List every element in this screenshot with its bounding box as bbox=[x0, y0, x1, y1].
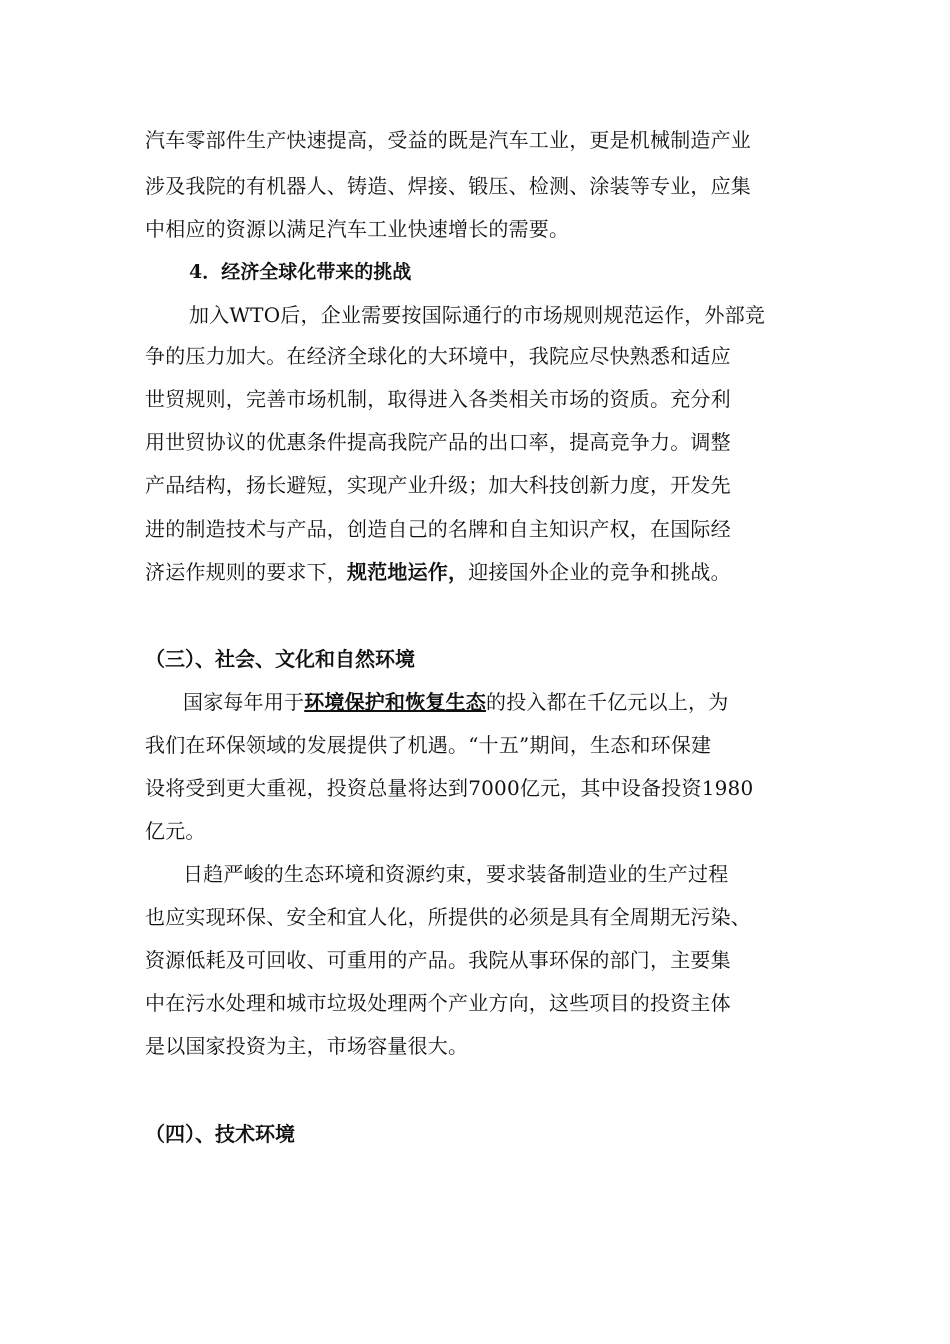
paragraph-line: 世贸规则，完善市场机制，取得进入各类相关市场的资质。充分利 bbox=[145, 387, 731, 411]
paragraph-line: 亿元。 bbox=[145, 819, 206, 843]
paragraph-line: 日趋严峻的生态环境和资源约束，要求装备制造业的生产过程 bbox=[183, 862, 729, 886]
paragraph-line bbox=[183, 687, 728, 717]
text-run: 迎接国外企业的竞争和挑战。 bbox=[468, 560, 731, 584]
paragraph-line: 用世贸协议的优惠条件提高我院产品的出口率，提高竞争力。调整 bbox=[145, 430, 731, 454]
paragraph-line: 中相应的资源以满足汽车工业快速增长的需要。 bbox=[145, 217, 570, 241]
paragraph-line: 加入WTO后，企业需要按国际通行的市场规则规范运作，外部竞 bbox=[189, 303, 766, 327]
paragraph-line: 是以国家投资为主，市场容量很大。 bbox=[145, 1034, 469, 1058]
bold-underlined-text-run: 环境保护和恢复生态 bbox=[304, 690, 487, 714]
paragraph-line: 中在污水处理和城市垃圾处理两个产业方向，这些项目的投资主体 bbox=[145, 991, 731, 1015]
paragraph-line: 资源低耗及可回收、可重用的产品。我院从事环保的部门，主要集 bbox=[145, 948, 731, 972]
text-run: 济运作规则的要求下， bbox=[145, 560, 347, 584]
paragraph-line: 汽车零部件生产快速提高，受益的既是汽车工业，更是机械制造产业 bbox=[145, 128, 751, 152]
section-heading: （三）、社会、文化和自然环境 bbox=[145, 647, 415, 671]
text-run: 国家每年用于 bbox=[183, 690, 305, 714]
paragraph-line: 涉及我院的有机器人、铸造、焊接、锻压、检测、涂装等专业，应集 bbox=[145, 174, 751, 198]
paragraph-line: 也应实现环保、安全和宜人化，所提供的必须是具有全周期无污染、 bbox=[145, 905, 751, 929]
paragraph-line: 产品结构，扬长避短，实现产业升级；加大科技创新力度，开发先 bbox=[145, 473, 731, 497]
paragraph-line: 我们在环保领域的发展提供了机遇。“十五”期间，生态和环保建 bbox=[145, 733, 712, 757]
section-heading: （四）、技术环境 bbox=[145, 1122, 295, 1146]
text-run: 的投入都在千亿元以上，为 bbox=[486, 690, 729, 714]
paragraph-line bbox=[145, 557, 731, 587]
subsection-heading: 4．经济全球化带来的挑战 bbox=[189, 261, 412, 283]
paragraph-line: 设将受到更大重视，投资总量将达到7000亿元，其中设备投资1980 bbox=[145, 776, 754, 800]
paragraph-line: 进的制造技术与产品，创造自己的名牌和自主知识产权，在国际经 bbox=[145, 517, 731, 541]
bold-text-run: 规范地运作， bbox=[347, 560, 469, 584]
paragraph-line: 争的压力加大。在经济全球化的大环境中，我院应尽快熟悉和适应 bbox=[145, 344, 731, 368]
